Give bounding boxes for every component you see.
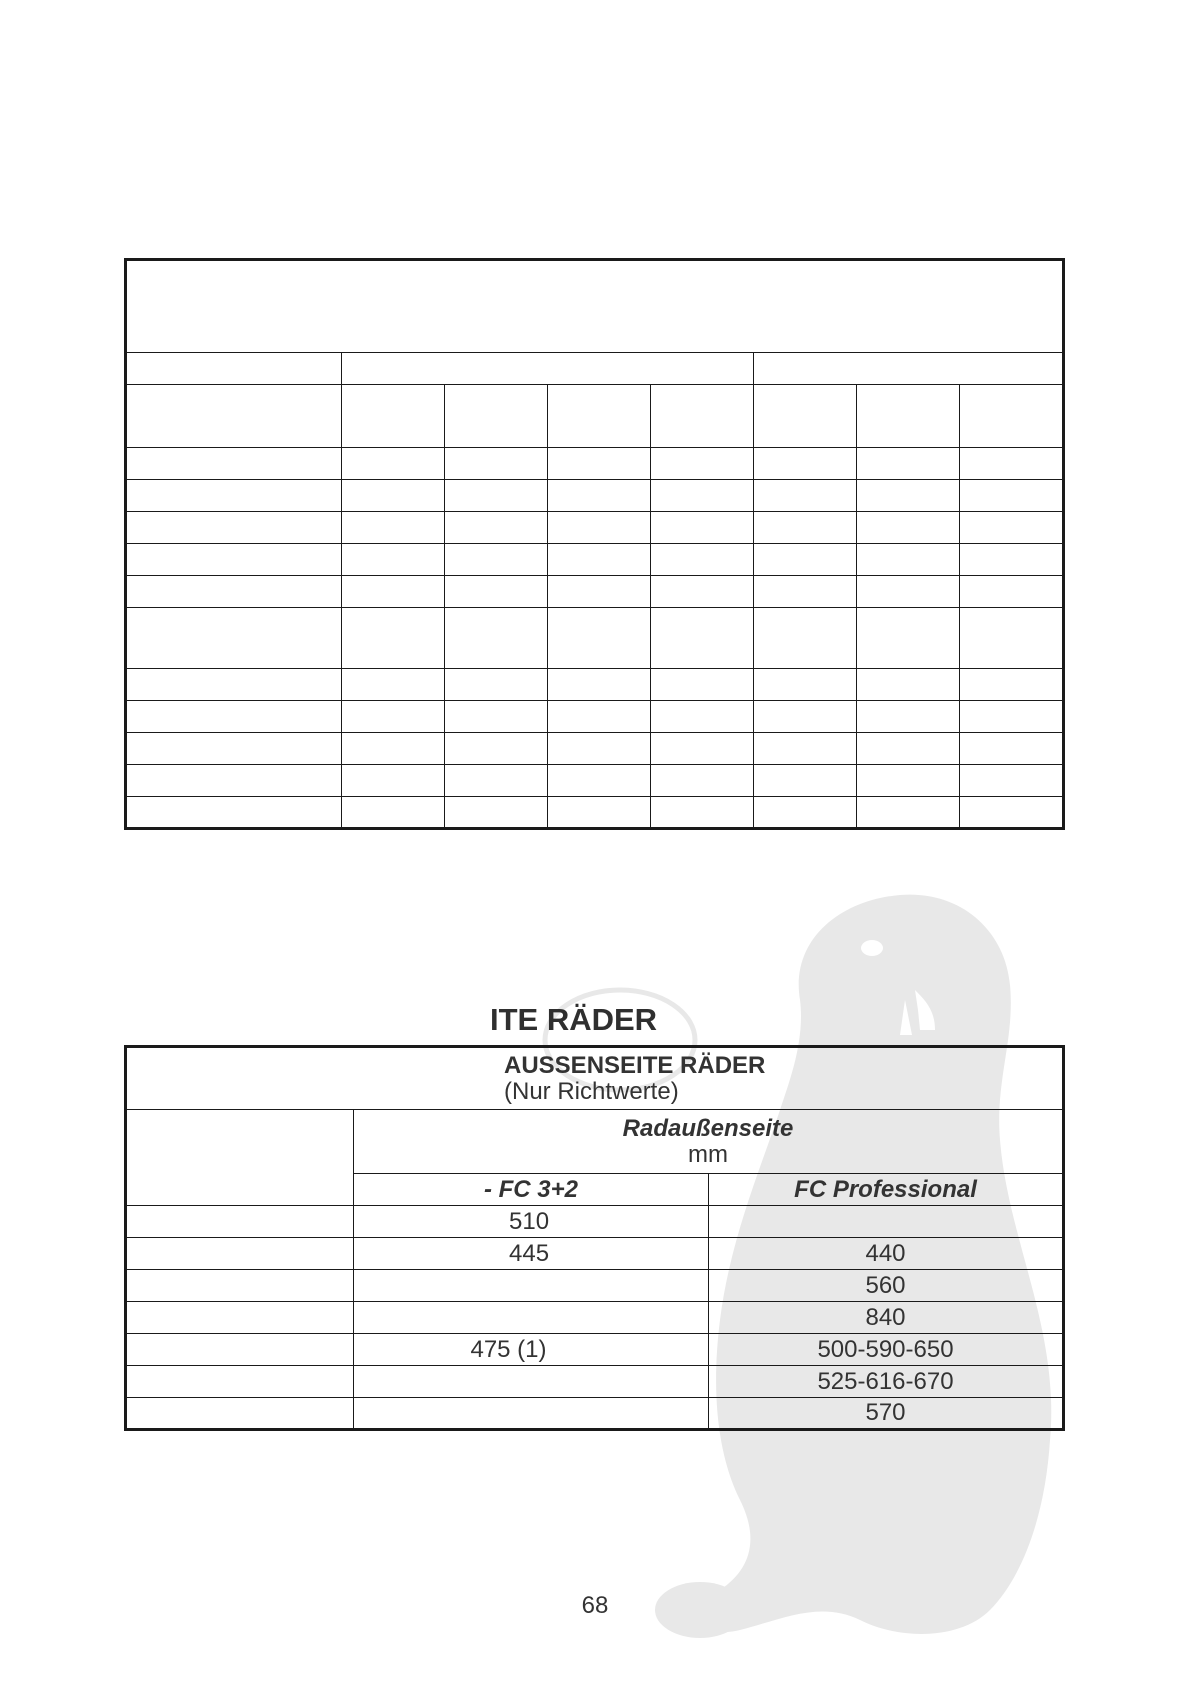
fc32-value: 445 — [354, 1238, 709, 1270]
row-label — [126, 1302, 354, 1334]
table-row — [126, 1270, 1064, 1302]
table-title: AUSSENSEITE RÄDER — [504, 1052, 766, 1080]
table-row — [126, 701, 1064, 733]
row-label — [126, 1398, 354, 1430]
row-label — [126, 1206, 354, 1238]
section-title: ITE RÄDER — [490, 1002, 658, 1037]
fc-professional-value: 840 — [709, 1302, 1064, 1334]
upper-table-cell — [548, 385, 651, 448]
fc32-value — [354, 1270, 709, 1302]
table-row — [126, 1302, 1064, 1334]
table-row — [126, 1334, 1064, 1366]
column-header-fc32: - FC 3+2 — [354, 1174, 709, 1206]
upper-table-header-cell — [126, 353, 342, 385]
upper-table-title-cell — [126, 260, 1064, 353]
table-row — [126, 480, 1064, 512]
fc-professional-value — [709, 1206, 1064, 1238]
table-row — [126, 576, 1064, 608]
table-title-cell — [126, 1047, 1064, 1110]
table-row — [126, 608, 1064, 669]
group-header-cell — [354, 1110, 1064, 1174]
table-row — [126, 669, 1064, 701]
fc-professional-value: 570 — [709, 1398, 1064, 1430]
table-row — [126, 544, 1064, 576]
table-row — [126, 797, 1064, 829]
table-row — [126, 1238, 1064, 1270]
row-label — [126, 1334, 354, 1366]
upper-table-cell — [445, 385, 548, 448]
fc32-value — [354, 1398, 709, 1430]
fc32-value: 475 (1) — [354, 1334, 709, 1366]
wheel-outside-table — [124, 1045, 1065, 1431]
row-label-header-cell — [126, 1110, 354, 1206]
upper-table-group-header-cell — [342, 353, 754, 385]
fc32-value — [354, 1366, 709, 1398]
fc-professional-value: 440 — [709, 1238, 1064, 1270]
page-number: 68 — [581, 1592, 609, 1619]
group-header: Radaußenseite — [622, 1115, 794, 1143]
upper-table-group-header-cell — [754, 353, 1064, 385]
upper-table-cell — [342, 385, 445, 448]
upper-table-cell — [754, 385, 857, 448]
upper-table-cell — [651, 385, 754, 448]
column-header-fc-professional: FC Professional — [709, 1174, 1064, 1206]
fc32-value — [354, 1302, 709, 1334]
table-row — [126, 1206, 1064, 1238]
table-subtitle: (Nur Richtwerte) — [504, 1077, 679, 1105]
table-row — [126, 448, 1064, 480]
row-label — [126, 1238, 354, 1270]
table-row — [126, 512, 1064, 544]
table-row — [126, 1398, 1064, 1430]
upper-table-cell — [126, 385, 342, 448]
table-row — [126, 1366, 1064, 1398]
upper-table-cell — [857, 385, 960, 448]
fc-professional-value: 500-590-650 — [709, 1334, 1064, 1366]
table-row — [126, 733, 1064, 765]
fc-professional-value: 560 — [709, 1270, 1064, 1302]
fc32-value: 510 — [354, 1206, 709, 1238]
upper-table-cell — [960, 385, 1064, 448]
table-row — [126, 765, 1064, 797]
row-label — [126, 1366, 354, 1398]
row-label — [126, 1270, 354, 1302]
upper-table — [124, 258, 1065, 830]
fc-professional-value: 525-616-670 — [709, 1366, 1064, 1398]
unit-label: mm — [688, 1140, 728, 1168]
